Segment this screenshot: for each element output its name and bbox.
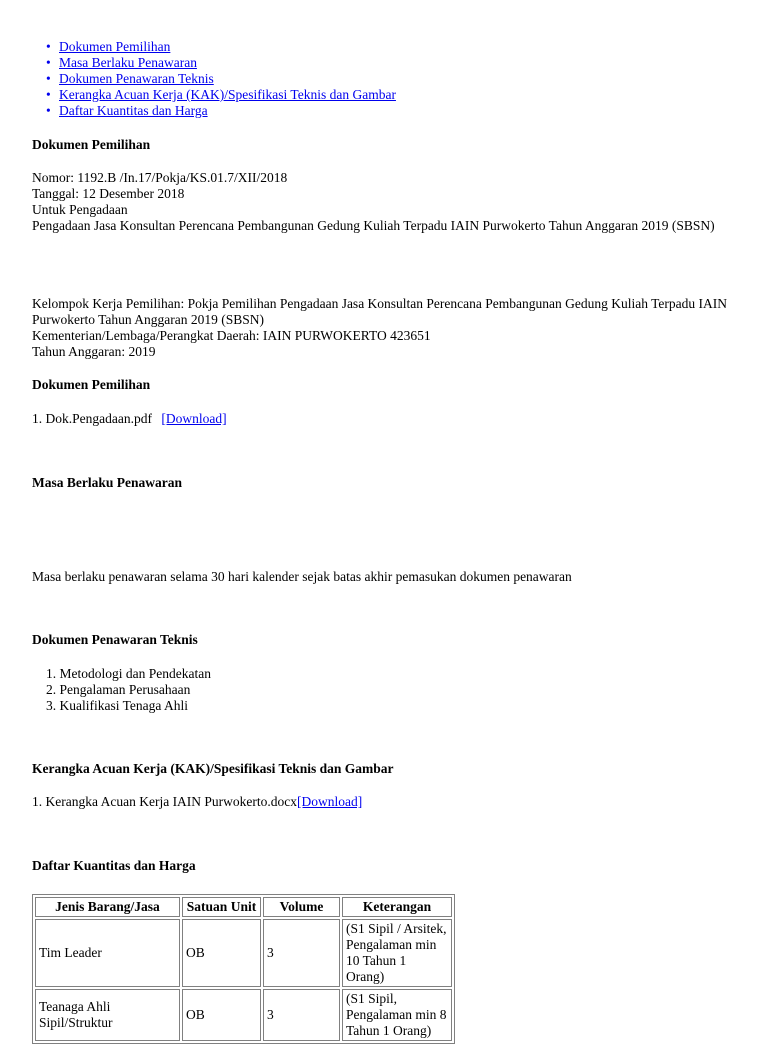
cell-text: Orang) xyxy=(346,969,385,984)
cell-text: Tahun 1 Orang) xyxy=(346,1023,432,1038)
cell-text: Sipil/Struktur xyxy=(39,1015,113,1030)
list-number: 1. xyxy=(32,794,43,809)
cell-jenis xyxy=(35,919,180,987)
cell-satuan: OB xyxy=(182,919,261,987)
quantity-table xyxy=(32,894,455,1044)
pokja-text-line2: Purwokerto Tahun Anggaran 2019 (SBSN) xyxy=(32,312,265,327)
nomor-text: Nomor: 1192.B /In.17/Pokja/KS.01.7/XII/2018 xyxy=(32,170,288,185)
list-item: 1. Metodologi dan Pendekatan xyxy=(46,666,211,681)
list-item: 3. Kualifikasi Tenaga Ahli xyxy=(46,698,189,713)
cell-text: Teanaga Ahli xyxy=(39,999,111,1014)
kementerian-text: Kementerian/Lembaga/Perangkat Daerah: IAIN PURWOKERTO 423651 xyxy=(32,328,431,343)
list-number: 1. xyxy=(32,411,43,426)
column-header-jenis: Jenis Barang/Jasa xyxy=(35,897,180,917)
section-heading-dokumen-pemilihan: Dokumen Pemilihan xyxy=(32,137,151,152)
cell-jenis xyxy=(35,989,180,1041)
section-heading-penawaran-teknis: Dokumen Penawaran Teknis xyxy=(32,632,198,647)
download-link-kak[interactable]: [Download] xyxy=(297,794,363,809)
cell-keterangan xyxy=(342,919,452,987)
cell-volume: 3 xyxy=(263,989,340,1041)
cell-satuan: OB xyxy=(182,989,261,1041)
section-heading-kak: Kerangka Acuan Kerja (KAK)/Spesifikasi Teknis dan Gambar xyxy=(32,761,394,776)
cell-keterangan xyxy=(342,989,452,1041)
pengadaan-title-text: Pengadaan Jasa Konsultan Perencana Pembangunan Gedung Kuliah Terpadu IAIN Purwokerto Tahun Anggaran 2019 (SBSN) xyxy=(32,218,715,233)
untuk-pengadaan-text: Untuk Pengadaan xyxy=(32,202,128,217)
download-link-dok-pengadaan[interactable]: [Download] xyxy=(161,411,227,426)
list-item xyxy=(32,794,362,810)
list-item xyxy=(32,411,227,427)
toc-link-masa-berlaku[interactable]: • Masa Berlaku Penawaran xyxy=(59,55,197,71)
cell-text: 10 Tahun 1 xyxy=(346,953,407,968)
cell-volume: 3 xyxy=(263,919,340,987)
toc-link-penawaran-teknis[interactable]: • Dokumen Penawaran Teknis xyxy=(59,71,214,87)
section-heading-masa-berlaku: Masa Berlaku Penawaran xyxy=(32,475,182,490)
tanggal-text: Tanggal: 12 Desember 2018 xyxy=(32,186,185,201)
pokja-text-line1: Kelompok Kerja Pemilihan: Pokja Pemilihan Pengadaan Jasa Konsultan Perencana Pembangunan Gedung Kuliah Terpadu IAIN xyxy=(32,296,728,311)
list-item: 2. Pengalaman Perusahaan xyxy=(46,682,191,697)
cell-text: (S1 Sipil, xyxy=(346,991,398,1006)
column-header-satuan: Satuan Unit xyxy=(182,897,261,917)
file-name: Kerangka Acuan Kerja IAIN Purwokerto.docx xyxy=(45,794,298,809)
section-heading-daftar-kuantitas: Daftar Kuantitas dan Harga xyxy=(32,858,196,873)
section-heading-dokumen-pemilihan-files: Dokumen Pemilihan xyxy=(32,377,151,392)
cell-text: Pengalaman min 8 xyxy=(346,1007,447,1022)
masa-berlaku-text: Masa berlaku penawaran selama 30 hari kalender sejak batas akhir pemasukan dokumen penawaran xyxy=(32,569,572,584)
toc-link-dokumen-pemilihan[interactable]: • Dokumen Pemilihan xyxy=(59,39,170,55)
table-row xyxy=(35,989,452,1041)
file-name: Dok.Pengadaan.pdf xyxy=(45,411,152,426)
cell-text: (S1 Sipil / Arsitek, xyxy=(346,921,447,936)
table-header-row xyxy=(35,897,452,917)
cell-text: Tim Leader xyxy=(39,945,102,960)
column-header-keterangan: Keterangan xyxy=(342,897,452,917)
cell-text: Pengalaman min xyxy=(346,937,437,952)
table-row xyxy=(35,919,452,987)
toc-link-kak[interactable]: • Kerangka Acuan Kerja (KAK)/Spesifikasi Teknis dan Gambar xyxy=(59,87,396,103)
tahun-anggaran-text: Tahun Anggaran: 2019 xyxy=(32,344,156,359)
column-header-volume: Volume xyxy=(263,897,340,917)
toc-link-daftar-kuantitas[interactable]: • Daftar Kuantitas dan Harga xyxy=(59,103,208,119)
